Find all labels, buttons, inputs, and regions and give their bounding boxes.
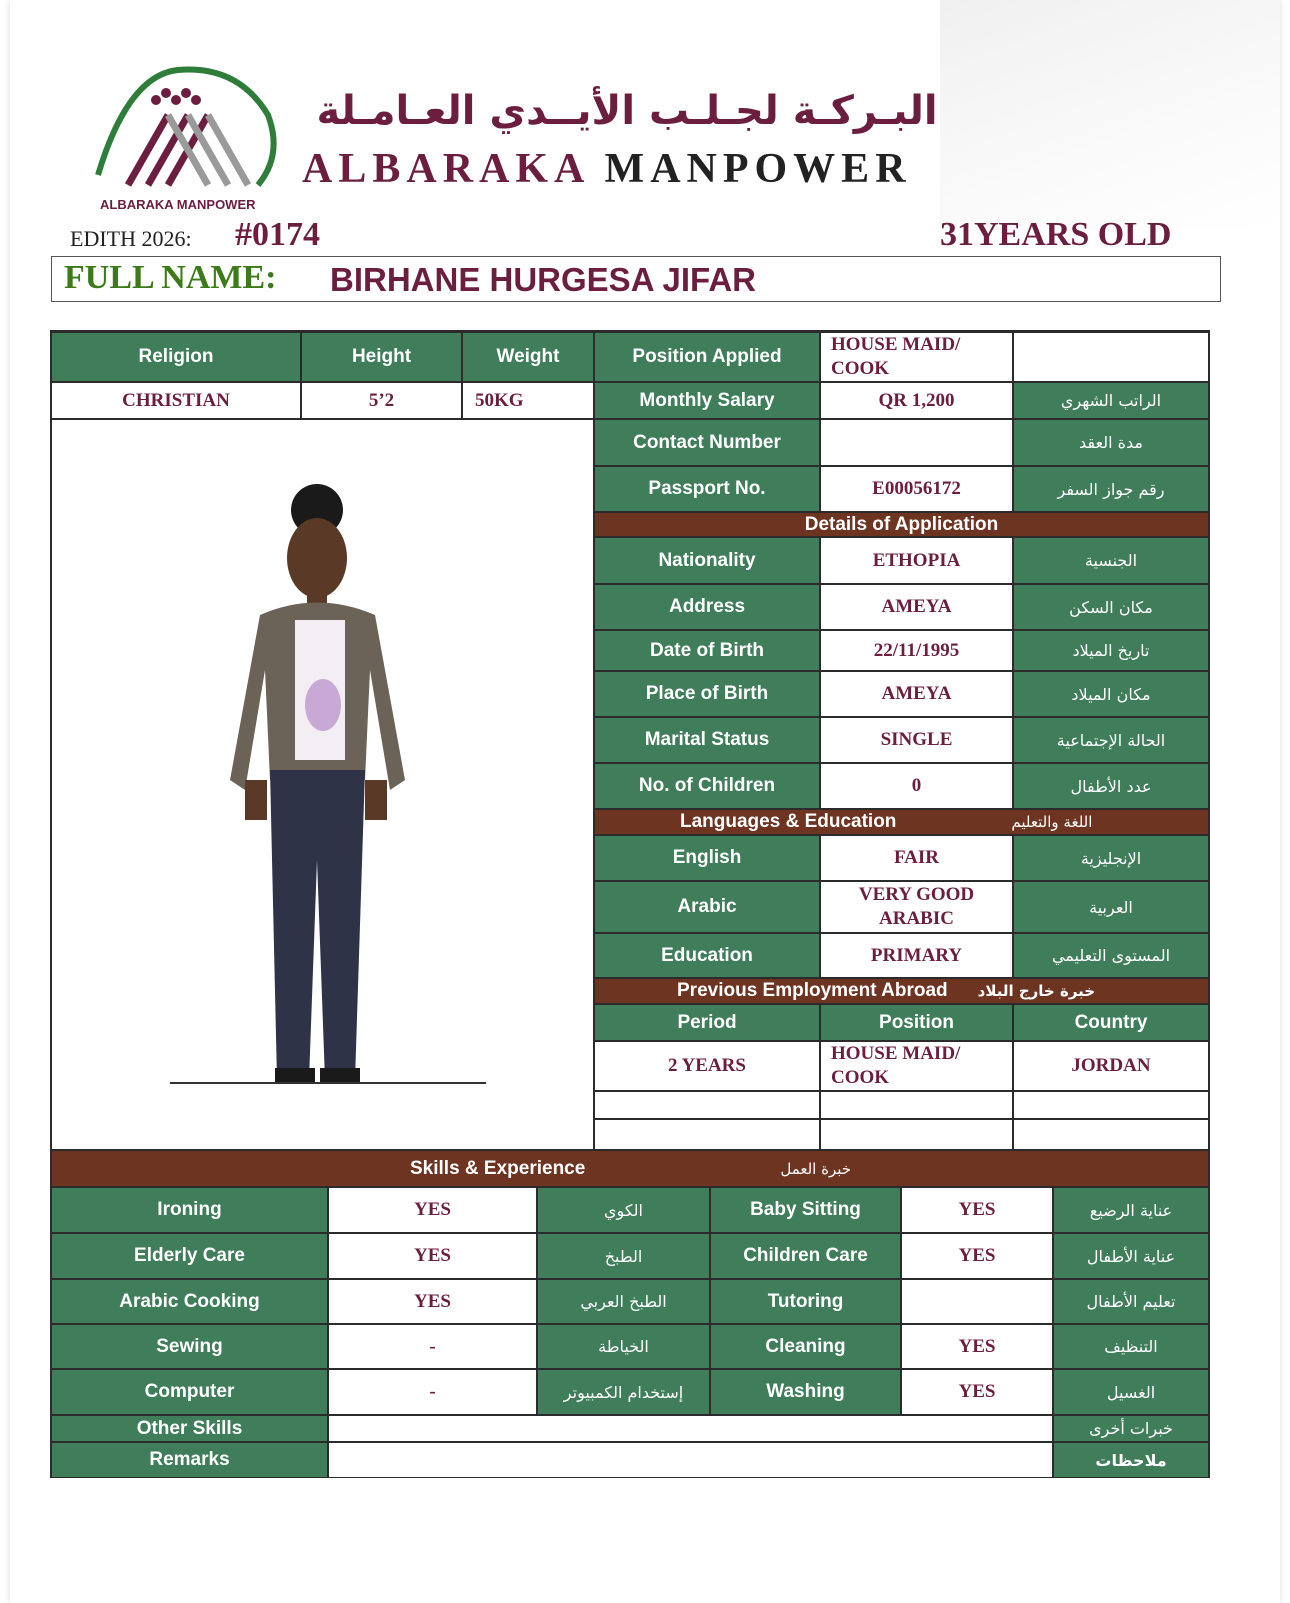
skill-value: YES	[901, 1324, 1053, 1369]
skill-ar: إستخدام الكمبيوتر	[537, 1369, 710, 1415]
height-header: Height	[301, 332, 462, 382]
info-ar-passport: رقم جواز السفر	[1013, 466, 1209, 512]
lang-ar-education: المستوى التعليمي	[1013, 933, 1209, 978]
skills-section-header	[51, 1150, 1209, 1187]
skill-value: YES	[328, 1187, 537, 1233]
employment-header-period: Period	[594, 1004, 820, 1041]
employment-title: Previous Employment Abroad	[677, 980, 948, 1001]
lang-ar-english: الإنجليزية	[1013, 835, 1209, 881]
employment-empty-cell	[594, 1119, 820, 1150]
detail-value-nationality: ETHOPIA	[820, 537, 1013, 584]
employment-empty-cell	[594, 1091, 820, 1119]
skill-value: YES	[901, 1233, 1053, 1279]
skill-ar: الطبخ	[537, 1233, 710, 1279]
skill-label: Washing	[710, 1369, 901, 1415]
skill-ar: الغسيل	[1053, 1369, 1209, 1415]
detail-label-dob: Date of Birth	[594, 630, 820, 671]
employment-empty-cell	[820, 1091, 1013, 1119]
lang-label-education: Education	[594, 933, 820, 978]
detail-label-pob: Place of Birth	[594, 671, 820, 717]
detail-value-dob: 22/11/1995	[820, 630, 1013, 671]
skill-label: Tutoring	[710, 1279, 901, 1324]
skills-title-ar: خبرة العمل	[780, 1159, 852, 1178]
albaraka-logo	[88, 55, 288, 215]
candidate-code: #0174	[235, 216, 320, 253]
brand-name	[302, 145, 912, 193]
info-label-position: Position Applied	[594, 332, 820, 382]
religion-value: CHRISTIAN	[51, 382, 301, 419]
lang-value-arabic: VERY GOOD ARABIC	[820, 881, 1013, 933]
other-skills-value	[328, 1415, 1053, 1442]
skill-label: Arabic Cooking	[51, 1279, 328, 1324]
weight-value: 50KG	[462, 382, 594, 419]
info-ar-contact: مدة العقد	[1013, 419, 1209, 466]
arabic-company-name: البـركـة لجـلـب الأيــدي العـامـلة	[316, 88, 938, 134]
details-section-header: Details of Application	[594, 512, 1209, 537]
skill-ar: التنظيف	[1053, 1324, 1209, 1369]
skill-value: -	[328, 1324, 537, 1369]
skill-ar: تعليم الأطفال	[1053, 1279, 1209, 1324]
info-value-contact	[820, 419, 1013, 466]
remarks-label: Remarks	[51, 1442, 328, 1478]
languages-title: Languages & Education	[680, 811, 897, 832]
full-name-box	[51, 256, 1221, 302]
biodata-page	[10, 0, 1280, 1603]
skill-label: Children Care	[710, 1233, 901, 1279]
detail-ar-address: مكان السكن	[1013, 584, 1209, 630]
languages-title-ar: اللغة والتعليم	[1011, 813, 1093, 831]
languages-section-header	[594, 809, 1209, 835]
skill-value: YES	[328, 1233, 537, 1279]
info-ar-salary: الراتب الشهري	[1013, 382, 1209, 419]
employment-section-header	[594, 978, 1209, 1004]
info-label-passport: Passport No.	[594, 466, 820, 512]
employment-title-ar: خبرة خارج البلاد	[977, 982, 1096, 1000]
skill-label: Elderly Care	[51, 1233, 328, 1279]
skill-ar: الطبخ العربي	[537, 1279, 710, 1324]
detail-value-marital: SINGLE	[820, 717, 1013, 763]
employment-empty-cell	[1013, 1119, 1209, 1150]
skill-value: -	[328, 1369, 537, 1415]
detail-ar-nationality: الجنسية	[1013, 537, 1209, 584]
detail-value-address: AMEYA	[820, 584, 1013, 630]
skill-label: Ironing	[51, 1187, 328, 1233]
info-value-salary: QR 1,200	[820, 382, 1013, 419]
remarks-ar: ملاحظات	[1053, 1442, 1209, 1478]
full-name-value: BIRHANE HURGESA JIFAR	[330, 261, 756, 298]
weight-header: Weight	[462, 332, 594, 382]
skill-value: YES	[901, 1187, 1053, 1233]
religion-header: Religion	[51, 332, 301, 382]
other-skills-label: Other Skills	[51, 1415, 328, 1442]
lang-label-arabic: Arabic	[594, 881, 820, 933]
skills-title: Skills & Experience	[410, 1157, 586, 1179]
skill-value	[901, 1279, 1053, 1324]
edition-label: EDITH 2026:	[70, 226, 192, 251]
full-name-label: FULL NAME:	[64, 259, 277, 296]
detail-ar-pob: مكان الميلاد	[1013, 671, 1209, 717]
detail-label-nationality: Nationality	[594, 537, 820, 584]
height-value: 5’2	[301, 382, 462, 419]
detail-value-pob: AMEYA	[820, 671, 1013, 717]
employment-header-position: Position	[820, 1004, 1013, 1041]
skill-value: YES	[328, 1279, 537, 1324]
detail-label-address: Address	[594, 584, 820, 630]
candidate-photo	[215, 480, 435, 1085]
other-skills-ar: خبرات أخرى	[1053, 1415, 1209, 1442]
skill-ar: عناية الأطفال	[1053, 1233, 1209, 1279]
photo-baseline	[170, 1082, 486, 1084]
skill-label: Baby Sitting	[710, 1187, 901, 1233]
employment-period: 2 YEARS	[594, 1041, 820, 1091]
lang-value-education: PRIMARY	[820, 933, 1013, 978]
skill-label: Sewing	[51, 1324, 328, 1369]
detail-label-children: No. of Children	[594, 763, 820, 809]
detail-label-marital: Marital Status	[594, 717, 820, 763]
detail-ar-dob: تاريخ الميلاد	[1013, 630, 1209, 671]
employment-header-country: Country	[1013, 1004, 1209, 1041]
info-value-position: HOUSE MAID/ COOK	[820, 332, 1013, 382]
remarks-value	[328, 1442, 1053, 1478]
detail-ar-children: عدد الأطفال	[1013, 763, 1209, 809]
candidate-age: 31YEARS OLD	[940, 216, 1172, 253]
lang-value-english: FAIR	[820, 835, 1013, 881]
skill-label: Computer	[51, 1369, 328, 1415]
info-value-passport: E00056172	[820, 466, 1013, 512]
background-decoration	[940, 0, 1280, 230]
detail-value-children: 0	[820, 763, 1013, 809]
skill-ar: الخياطة	[537, 1324, 710, 1369]
employment-empty-cell	[1013, 1091, 1209, 1119]
info-label-contact: Contact Number	[594, 419, 820, 466]
skill-ar: الكوي	[537, 1187, 710, 1233]
lang-label-english: English	[594, 835, 820, 881]
brand-word-1: ALBARAKA	[302, 146, 589, 192]
lang-ar-arabic: العربية	[1013, 881, 1209, 933]
employment-position: HOUSE MAID/ COOK	[820, 1041, 1013, 1091]
detail-ar-marital: الحالة الإجتماعية	[1013, 717, 1209, 763]
skill-ar: عناية الرضيع	[1053, 1187, 1209, 1233]
employment-country: JORDAN	[1013, 1041, 1209, 1091]
logo-caption: ALBARAKA MANPOWER	[100, 197, 256, 212]
skill-value: YES	[901, 1369, 1053, 1415]
info-ar-position	[1013, 332, 1209, 382]
brand-word-2: MANPOWER	[604, 146, 912, 192]
info-label-salary: Monthly Salary	[594, 382, 820, 419]
skill-label: Cleaning	[710, 1324, 901, 1369]
employment-empty-cell	[820, 1119, 1013, 1150]
